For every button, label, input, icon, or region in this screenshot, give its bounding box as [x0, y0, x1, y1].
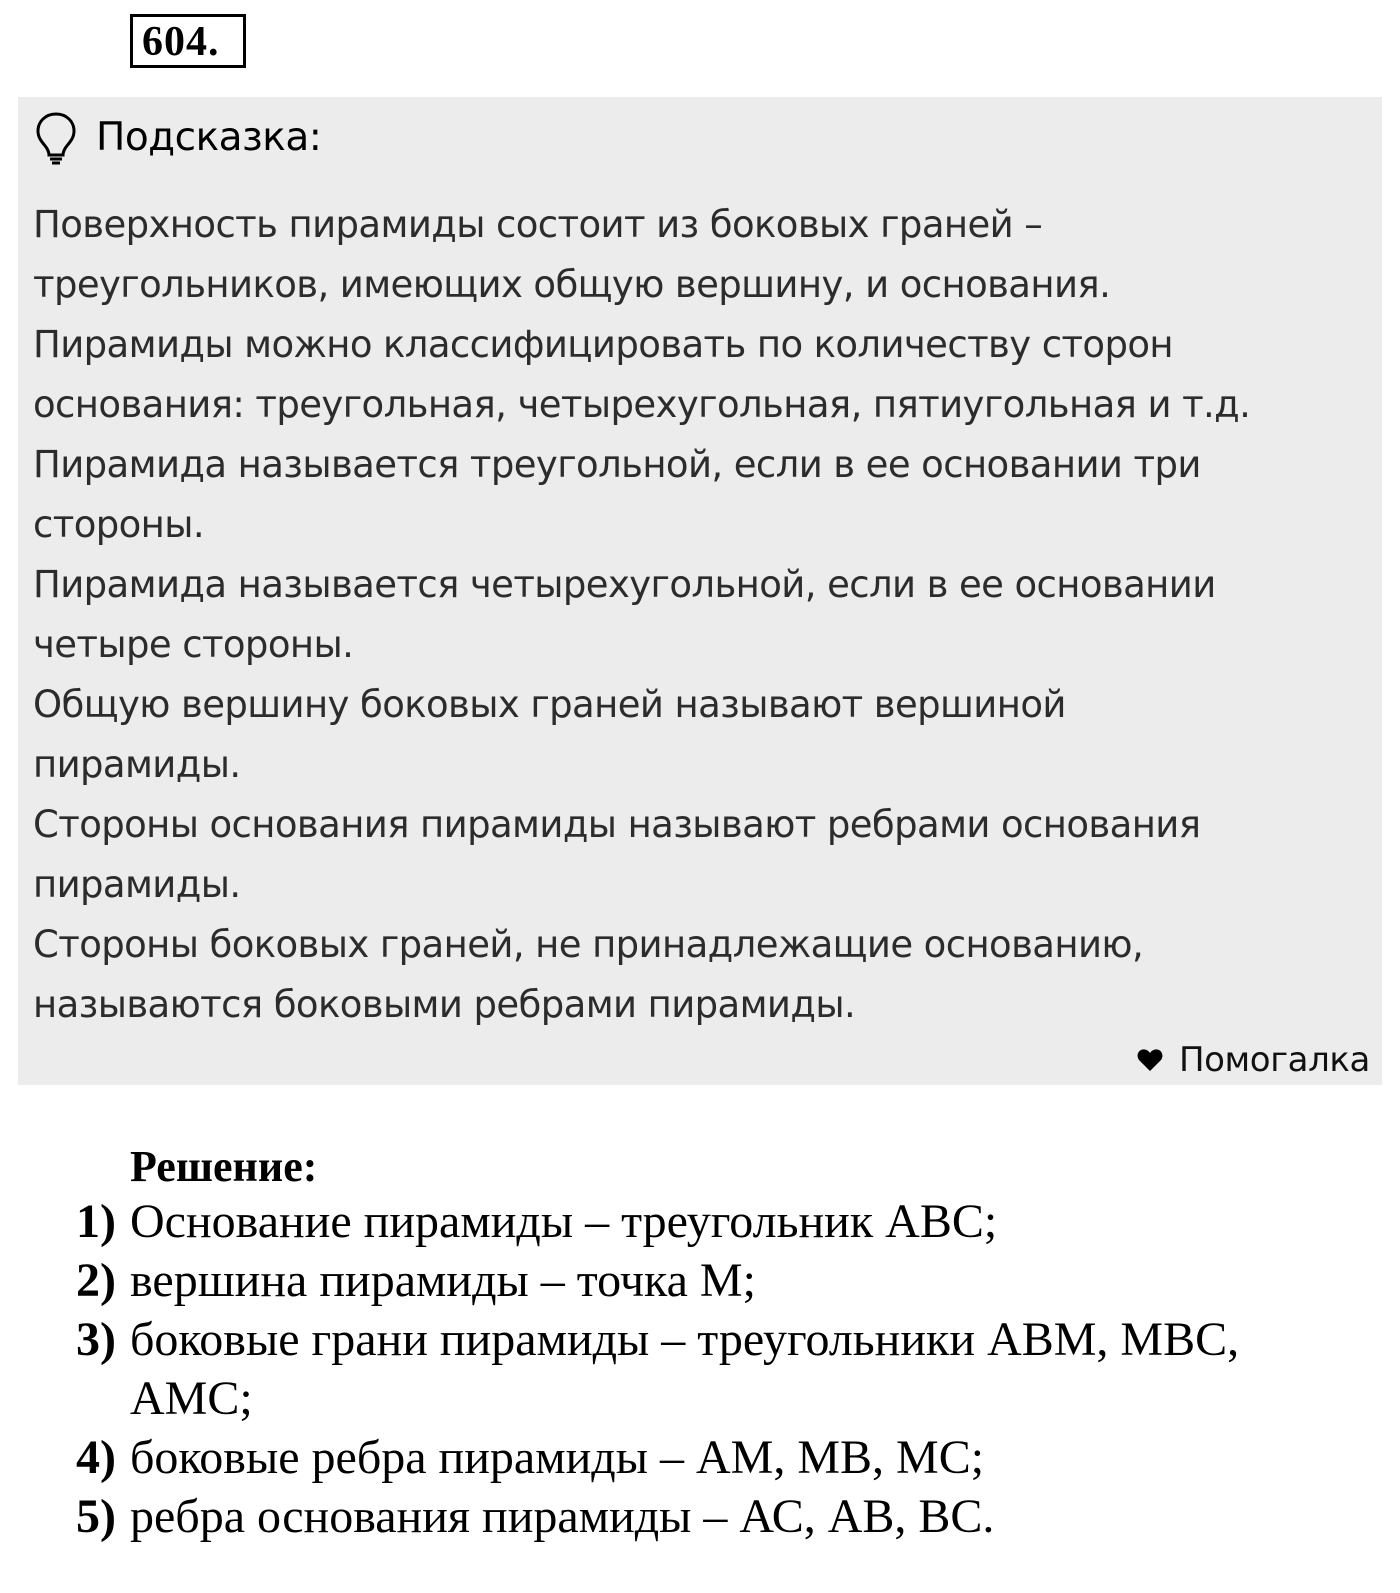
hint-line: Стороны основания пирамиды называют ребрами основания	[33, 803, 1201, 846]
hint-line: Общую вершину боковых граней называют вершиной	[33, 683, 1066, 726]
step-line: Основание пирамиды – треугольник АВС;	[130, 1195, 998, 1248]
solution-step	[76, 1487, 1366, 1546]
step-number: 2)	[76, 1254, 116, 1307]
step-line: АМС;	[130, 1372, 253, 1425]
step-line: боковые ребра пирамиды – АМ, МВ, МС;	[130, 1431, 985, 1484]
step-line: вершина пирамиды – точка М;	[130, 1254, 756, 1307]
solution-step	[76, 1251, 1366, 1310]
hint-line: Поверхность пирамиды состоит из боковых граней –	[33, 203, 1043, 246]
step-text	[130, 1251, 1366, 1310]
credit-label: Помогалка	[1178, 1040, 1370, 1080]
hint-text	[33, 195, 1363, 1035]
hint-title: Подсказка:	[96, 115, 322, 160]
solution-step	[76, 1192, 1366, 1251]
hint-line: пирамиды.	[33, 743, 241, 786]
hint-line: треугольников, имеющих общую вершину, и основания.	[33, 263, 1111, 306]
task-number: 604.	[130, 14, 246, 68]
step-text	[130, 1192, 1366, 1251]
step-number: 3)	[76, 1313, 116, 1366]
lightbulb-icon	[34, 111, 78, 165]
hint-line: основания: треугольная, четырехугольная, пятиугольная и т.д.	[33, 383, 1251, 426]
hint-line: Стороны боковых граней, не принадлежащие основанию,	[33, 923, 1144, 966]
step-text	[130, 1428, 1366, 1487]
hint-line: Пирамида называется треугольной, если в ее основании три	[33, 443, 1201, 486]
solution-step	[76, 1428, 1366, 1487]
step-line: боковые грани пирамиды – треугольники АВМ, МВС,	[130, 1313, 1240, 1366]
heart-icon	[1137, 1048, 1163, 1072]
step-number: 5)	[76, 1490, 116, 1543]
credit-link[interactable]	[1137, 1036, 1370, 1084]
solution-list	[76, 1192, 1366, 1546]
step-number: 4)	[76, 1431, 116, 1484]
step-text	[130, 1310, 1366, 1428]
solution-step	[76, 1310, 1366, 1428]
solution-title: Решение:	[130, 1142, 318, 1191]
step-text	[130, 1487, 1366, 1546]
hint-line: называются боковыми ребрами пирамиды.	[33, 983, 856, 1026]
hint-line: четыре стороны.	[33, 623, 354, 666]
hint-line: пирамиды.	[33, 863, 241, 906]
step-number: 1)	[76, 1195, 116, 1248]
hint-line: Пирамида называется четырехугольной, если в ее основании	[33, 563, 1216, 606]
step-line: ребра основания пирамиды – АС, АВ, ВС.	[130, 1490, 995, 1543]
hint-line: Пирамиды можно классифицировать по количеству сторон	[33, 323, 1173, 366]
hint-box	[18, 97, 1382, 1085]
hint-line: стороны.	[33, 503, 205, 546]
